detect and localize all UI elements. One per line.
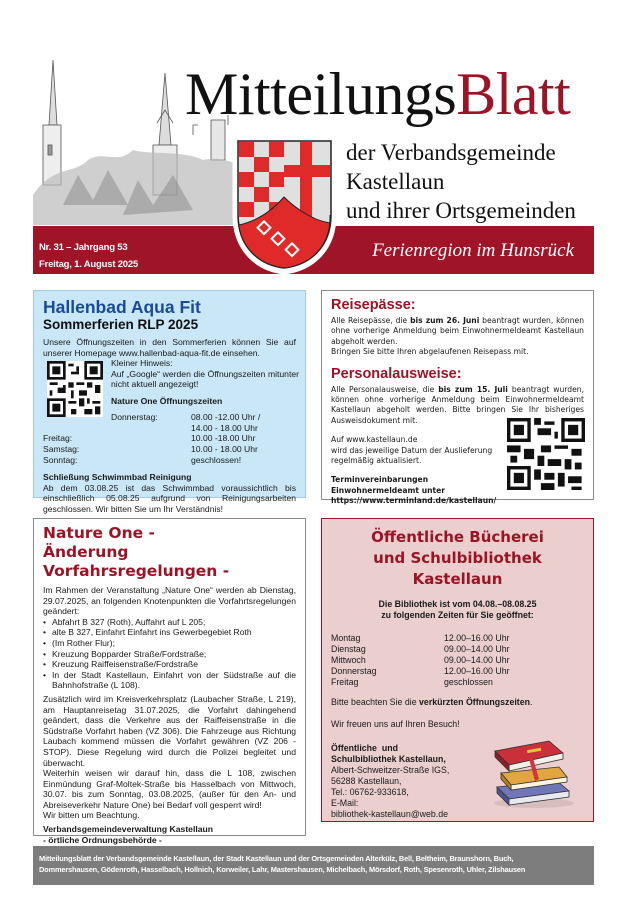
masthead-title [185, 61, 571, 127]
hours-day: Donnerstag [331, 666, 377, 676]
hours-row [331, 633, 584, 644]
library-note [331, 697, 584, 708]
hours-time: 12.00–16.00 Uhr [444, 666, 510, 676]
address-name: Öffentliche und [331, 743, 398, 753]
appointment-line: Einwohnermeldeamt unter [331, 485, 446, 495]
qr-code-icon[interactable] [507, 418, 585, 490]
list-item: • Kreuzung Raiffeisenstraße/Fordstraße [43, 659, 296, 670]
hours-time: 10.00 - 18.00 Uhr [191, 443, 258, 454]
aqua-fit-notice [33, 290, 306, 514]
masthead-subtitle [346, 138, 576, 225]
hours-day: Donnerstag: [111, 412, 158, 423]
title-line: Öffentliche Bücherei [371, 528, 544, 546]
id-text-post: beantragt wurden, können ohne vorherige Anmeldung beim Einwohnermeldeamt Kastellaun abgeholt werden. Bitte bringen Sie Ihr bisheriges Ausweisdokument mit. [331, 384, 584, 425]
hours-time: geschlossen [444, 677, 493, 687]
hours-row [331, 677, 584, 688]
terminland-link[interactable]: https://www.terminland.de/kastellaun/ [331, 496, 497, 506]
signature [43, 824, 296, 845]
aqua-subtitle: Sommerferien RLP 2025 [43, 317, 199, 332]
period-line: Die Bibliothek ist vom 04.08.–08.08.25 [378, 599, 537, 609]
title-main: Mitteilungs [185, 61, 457, 127]
aqua-intro: Unsere Öffnungszeiten in den Sommerferien können Sie auf unserer Homepage www.hallenbad-aqua-fit.de einsehen. [43, 337, 296, 358]
address-city: 56288 Kastellaun, [331, 776, 402, 786]
hours-row [331, 644, 584, 655]
hours-day: Mittwoch [331, 655, 366, 665]
note-bold: verkürzten Öffnungszeiten [419, 697, 530, 707]
hours-row [43, 444, 296, 455]
hours-row [331, 666, 584, 677]
hours-day: Samstag: [43, 443, 80, 454]
signature-line: Verbandsgemeindeverwaltung Kastellaun [43, 824, 214, 835]
hours-row [331, 655, 584, 666]
qr-code-graphic [47, 361, 103, 417]
hours-row [43, 423, 296, 434]
list-item: • Abfahrt B 327 (Roth), Auffahrt auf L 205; [43, 617, 296, 628]
list-item: • In der Stadt Kastellaun, Einfahrt von der Südstraße auf die Bahnhofstraße (L 108). [43, 670, 296, 691]
signature-line: - örtliche Ordnungsbehörde - [43, 834, 162, 845]
hours-day: Freitag: [43, 433, 73, 444]
hours-row [43, 455, 296, 466]
library-notice [321, 518, 594, 822]
issue-date: Freitag, 1. August 2025 [39, 259, 139, 270]
address-name: Schulbibliothek Kastellaun, [331, 754, 446, 764]
hours-time: 10.00 -18.00 Uhr [191, 433, 256, 444]
id-deadline: bis zum 15. Juli [438, 384, 508, 394]
period-line: zu folgenden Zeiten für Sie geöffnet: [381, 610, 534, 620]
nature-one-para2: Zusätzlich wird im Kreisverkehrsplatz (Laubacher Straße, L 219), am Hauptanreisetag 31.07.2025, die Vorfahrt dahingehend geändert, dass die Verkehre aus der Raiffeisenstraße in die Südstraße Vorfahrt haben (VZ 306). Die Fahrzeuge aus Richtung Laubach kommend müssen die Vorfahrt gewähren (VZ 206 - STOP). Diese Regelung wird durch die Polizei begleitet und überwacht. [43, 693, 296, 768]
id-cards-title: Personalausweise: [331, 365, 462, 382]
qr-code-graphic [507, 418, 585, 490]
address-email[interactable]: bibliothek-kastellaun@web.de [331, 809, 449, 819]
hours-day: Dienstag [331, 644, 366, 654]
hint-label: Kleiner Hinweis: [111, 358, 173, 369]
hours-time: 08.00 -12.00 Uhr / [191, 412, 261, 423]
hours-row [43, 433, 296, 444]
masthead [33, 40, 594, 283]
address-phone: Tel.: 06762-933618, [331, 787, 409, 797]
hours-time: 12.00–16.00 Uhr [444, 633, 510, 643]
documents-notice [321, 290, 594, 506]
footer-municipalities [33, 846, 594, 885]
hours-time: 14.00 - 18.00 Uhr [191, 422, 258, 433]
id-text-pre: Alle Personalausweise, die [331, 384, 439, 394]
note-pre: Bitte beachten Sie die [331, 697, 420, 707]
list-item: • alte B 327, Einfahrt Einfahrt ins Gewerbegebiet Roth [43, 627, 296, 638]
tagline: Ferienregion im Hunsrück [372, 240, 574, 261]
appointment-line: Terminvereinbarungen [331, 475, 429, 485]
subtitle-line: und ihrer Ortsgemeinden [346, 198, 576, 223]
hours-time: 09.00–14.00 Uhr [444, 655, 510, 665]
nature-one-para4: Wir bitten um Beachtung. [43, 810, 140, 821]
library-period [331, 599, 584, 621]
info-line: regelmäßig aktualisiert. [331, 456, 422, 466]
coat-of-arms-icon [232, 135, 337, 275]
passports-text-post: beantragt wurden, können ohne vorherige Anmeldung beim Einwohnermeldeamt Kastellaun abgeholt werden. [331, 316, 585, 346]
passports-text2: Bringen Sie bitte Ihren abgelaufenen Reisepass mit. [331, 347, 529, 357]
hint-text: Auf „Google“ werden die Öffnungszeiten mitunter nicht aktuell angezeigt! [111, 368, 299, 390]
aqua-title: Hallenbad Aqua Fit [43, 297, 201, 317]
issue-info [39, 239, 138, 273]
nature-one-hours-title: Nature One Öffnungszeiten [111, 395, 223, 406]
list-item: • Kreuzung Bopparder Straße/Fordstraße; [43, 649, 296, 660]
issue-number: Nr. 31 – Jahrgang 53 [39, 242, 128, 253]
note-post: . [530, 697, 533, 707]
library-welcome: Wir freuen uns auf Ihren Besuch! [331, 719, 460, 729]
info-line: Auf www.kastellaun.de [331, 435, 418, 445]
subtitle-line: der Verbandsgemeinde [346, 140, 556, 165]
footer-line: Mitteilungsblatt der Verbandsgemeinde Kastellaun, der Stadt Kastellaun und der Ortsgemeinden Alterkülz, Bell, Beltheim, Braunshorn, Buch, [39, 854, 514, 863]
address-street: Albert-Schweitzer-Straße IGS, [331, 765, 450, 775]
title-line: Änderung Vorfahrsregelungen - [43, 543, 230, 580]
title-accent: Blatt [456, 61, 571, 127]
library-title [331, 527, 584, 590]
aqua-hours-table [43, 412, 296, 465]
nature-one-title [43, 524, 296, 581]
passports-title: Reisepässe: [331, 297, 416, 313]
books-stack-icon [479, 729, 579, 809]
address-email-label: E-Mail: [331, 798, 359, 808]
nature-one-intro: Im Rahmen der Veranstaltung „Nature One“ werden ab Dienstag, 29.07.2025, an folgenden Knotenpunkten die Vorfahrtsregelungen geändert: [43, 585, 296, 617]
title-line: und Schulbibliothek Kastellaun [373, 549, 542, 588]
closure-text: Ab dem 03.08.25 ist das Schwimmbad voraussichtlich bis einschließlich 05.08.25 aufgrund von Reinigungsarbeiten geschlossen. Wir bitten Sie um Ihr Verständnis! [43, 482, 296, 514]
subtitle-line: Kastellaun [346, 169, 445, 194]
nature-one-para3: Weiterhin weisen wir darauf hin, dass die L 108, zwischen Einmündung Graf-Moltek-Straße bis Hasselbach von Mittwoch, 30.07. bis zum Sonntag, 03.08.2025, (außer für den An- und Abreiseverkehr Nature One) bei Bedarf voll gesperrt wird! [43, 768, 296, 810]
nature-one-notice [33, 518, 306, 845]
hours-day: Sonntag: [43, 454, 78, 465]
list-item: • (Im Rother Flur); [43, 638, 296, 649]
hours-day: Freitag [331, 677, 359, 687]
passports-text [331, 316, 584, 347]
info-line: wird das jeweilige Datum der Auslieferung [331, 445, 493, 455]
qr-code-icon[interactable] [47, 361, 103, 417]
footer-line: Dommershausen, Gödenroth, Hasselbach, Hollnich, Korweiler, Lahr, Mastershausen, Michelbach, Mörsdorf, Roth, Spesenroth, Uhler, Zilshausen [39, 865, 526, 874]
title-line: Nature One - [43, 524, 155, 542]
closure-title: Schließung Schwimmbad Reinigung [43, 472, 192, 483]
junction-list [43, 617, 296, 691]
hours-time: geschlossen! [191, 454, 242, 465]
hours-day [43, 423, 191, 434]
hours-row [43, 412, 296, 423]
passports-text-pre: Alle Reisepässe, die [331, 316, 411, 325]
hours-day: Montag [331, 633, 361, 643]
library-hours-table [331, 633, 584, 688]
passports-deadline: bis zum 26. Juni [410, 316, 480, 325]
hours-time: 09.00–14.00 Uhr [444, 644, 510, 654]
